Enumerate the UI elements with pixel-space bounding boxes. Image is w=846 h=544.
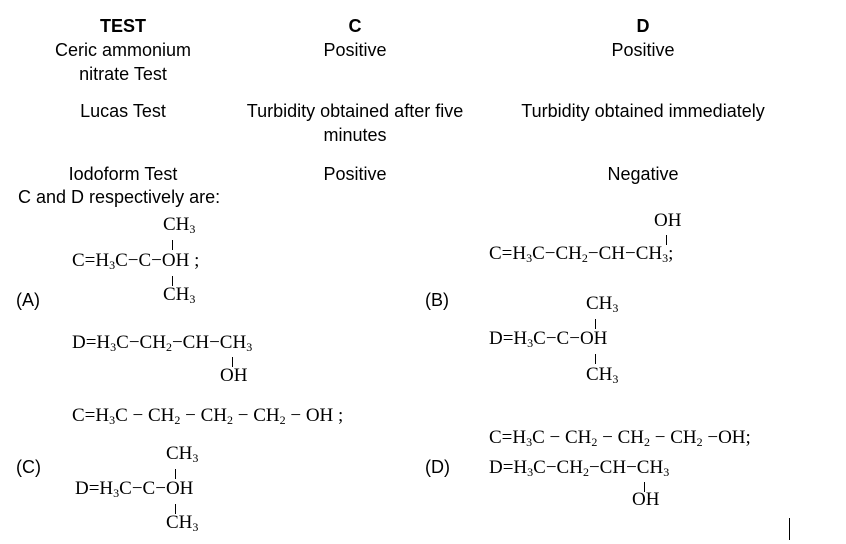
row-lucas-c-line2: minutes	[323, 125, 387, 145]
option-b-label[interactable]: (B)	[425, 290, 449, 310]
row-lucas-d-line1: Turbidity obtained immediately	[521, 101, 765, 121]
row-lucas-c-line1: Turbidity obtained after five	[246, 101, 464, 121]
option-d-c-formula: $C=H_3C - CH_2 - CH_2 - CH_2 -OH$;	[489, 427, 751, 449]
option-d-label[interactable]: (D)	[425, 457, 450, 477]
question-text: C and D respectively are:	[18, 187, 221, 207]
text-cursor	[789, 518, 790, 540]
option-c-label[interactable]: (C)	[16, 457, 41, 477]
option-b-c-formula: $C=H_3C-CH_2-CH-CH_3$;	[489, 243, 674, 265]
option-d-d-formula: $D=H_3C-CH_2-CH-CH_3$	[489, 457, 670, 479]
row-ceric-c-line1: Positive	[323, 40, 387, 60]
option-a-c-bottom-methyl: $CH_3$	[163, 284, 196, 306]
row-lucas-test	[20, 99, 226, 123]
row-iodoform-c	[230, 162, 480, 186]
option-a-c-top-methyl: $CH_3$	[163, 214, 196, 236]
option-b-d-top-methyl: $CH_3$	[586, 293, 619, 315]
option-a-label[interactable]: (A)	[16, 290, 40, 310]
option-b-c-hydroxyl: OH	[654, 210, 682, 231]
row-ceric-c	[230, 38, 480, 62]
row-lucas-c	[230, 99, 480, 147]
option-c-c-formula: $C=H_3C - CH_2 - CH_2 - CH_2$ − OH ;	[72, 405, 344, 427]
option-b-d-bottom-methyl: $CH_3$	[586, 364, 619, 386]
row-iodoform-d-line1: Negative	[607, 164, 679, 184]
row-ceric-test-line1: Ceric ammonium	[54, 40, 192, 60]
row-lucas-test-line1: Lucas Test	[80, 101, 166, 121]
row-ceric-d-line1: Positive	[611, 40, 675, 60]
row-iodoform-c-line1: Positive	[323, 164, 387, 184]
header-d: D	[636, 16, 650, 36]
row-ceric-d	[498, 38, 788, 62]
option-d-d-hydroxyl: OH	[632, 489, 660, 510]
row-iodoform-test-line1: Iodoform Test	[68, 164, 178, 184]
row-ceric-test	[20, 38, 226, 86]
option-c-d-formula: $D=H_3C-C-OH$	[75, 478, 194, 500]
option-a-d-formula: $D=H_3C-CH_2-CH-CH_3$	[72, 332, 253, 354]
row-lucas-d	[498, 99, 788, 123]
option-a-c-formula: $C=H_3C-C-OH$ ;	[72, 250, 200, 272]
header-c: C	[348, 16, 362, 36]
option-a-d-hydroxyl: OH	[220, 365, 248, 386]
option-b-d-formula: $D=H_3C-C-OH$	[489, 328, 608, 350]
header-test: TEST	[99, 16, 146, 36]
row-ceric-test-line2: nitrate Test	[79, 64, 167, 84]
option-c-d-bottom-methyl: $CH_3$	[166, 512, 199, 534]
option-c-d-top-methyl: $CH_3$	[166, 443, 199, 465]
row-iodoform-d	[498, 162, 788, 186]
row-iodoform-test	[20, 162, 226, 186]
